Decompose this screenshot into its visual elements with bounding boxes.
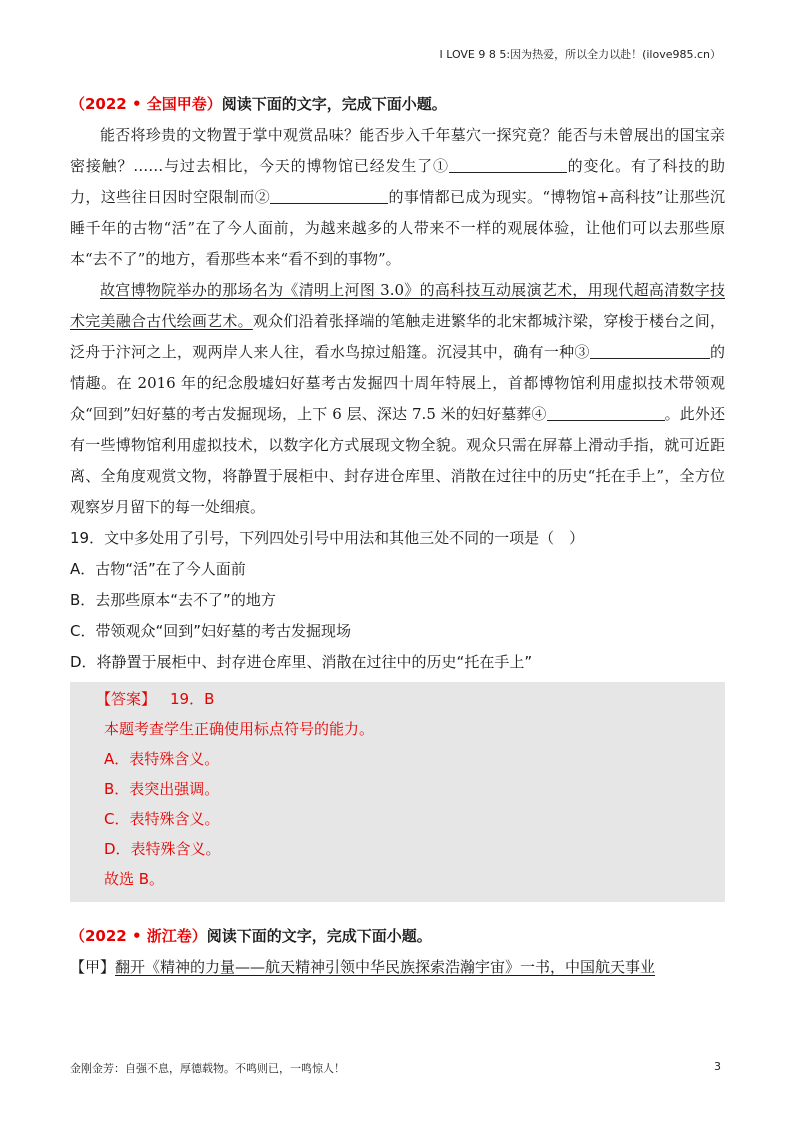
section-2-source: （2022 • 浙江卷）: [70, 927, 207, 945]
passage-paragraph-2: [70, 275, 725, 523]
section-2-title: [70, 924, 725, 948]
answer-line: D．表特殊含义。: [104, 840, 221, 858]
section-1-instruction: 阅读下面的文字，完成下面小题。: [221, 95, 447, 113]
blank-2: [270, 187, 388, 204]
answer-box: [70, 682, 725, 902]
answer-line: 故选 B。: [104, 870, 165, 888]
page-header: I LOVE 9 8 5:因为热爱，所以全力以赴！(ilove985.cn）: [439, 48, 721, 61]
p1-text-b: 的变化。有了科技的助力，这些往日因时空限制而②: [70, 157, 725, 206]
passage-jia: [70, 952, 725, 983]
page-content: [70, 92, 725, 983]
answer-value: 19．B: [170, 690, 215, 708]
p1-text-a: 能否将珍贵的文物置于掌中观赏品味？能否步入千年墓穴一探究竟？能否与未曾展出的国宝亲密接触？……与过去相比，今天的博物馆已经发生了①: [70, 126, 725, 175]
answer-line: C．表特殊含义。: [104, 810, 220, 828]
answer-line: A．表特殊含义。: [104, 750, 220, 768]
blank-4: [547, 404, 665, 421]
option-b: B．去那些原本“去不了”的地方: [70, 591, 276, 609]
page-number: 3: [714, 1060, 721, 1073]
p2-text-a: 观众们沿着张择端的笔触走进繁华的北宋都城汴梁，穿梭于楼台之间，泛舟于汴河之上，观两岸人来人往，看水鸟掠过船篷。沉浸其中，确有一种③: [70, 312, 725, 361]
option-a: A．古物“活”在了今人面前: [70, 560, 246, 578]
answer-header: [96, 684, 695, 714]
jia-label: 【甲】: [70, 958, 116, 976]
section-1-title: [70, 92, 725, 116]
blank-1: [449, 156, 567, 173]
blank-3: [590, 342, 710, 359]
answer-tag: 【答案】: [96, 690, 157, 708]
p2-underlined-sentence: 故宫博物院举办的那场名为《清明上河图 3.0》的高科技互动展演艺术，用现代超高清数字技术完美融合古代绘画艺术。: [70, 281, 725, 330]
section-2-instruction: 阅读下面的文字，完成下面小题。: [206, 927, 432, 945]
section-1-source: （2022 • 全国甲卷）: [70, 95, 222, 113]
p2-text-c: 。此外还有一些博物馆利用虚拟技术，以数字化方式展现文物全貌。观众只需在屏幕上滑动手指，就可近距离、全角度观赏文物，将静置于展柜中、封存进仓库里、消散在过往中的历史“托在手上”，全方位观察岁月留下的每一处细痕。: [70, 405, 725, 516]
answer-line: B．表突出强调。: [104, 780, 220, 798]
question-stem: 19．文中多处用了引号，下列四处引号中用法和其他三处不同的一项是（ ）: [70, 529, 585, 547]
p2-text-b: 的情趣。在 2016 年的纪念殷墟妇好墓考古发掘四十周年特展上，首都博物馆利用虚拟技术带领观众“回到”妇好墓的考古发掘现场，上下 6 层、深达 7.5 米的妇好墓葬④: [70, 343, 725, 423]
option-c: C．带领观众“回到”妇好墓的考古发掘现场: [70, 622, 352, 640]
option-d: D．将静置于展柜中、封存进仓库里、消散在过往中的历史“托在手上”: [70, 653, 533, 671]
page-footer-motto: 金刚金芳：自强不息，厚德载物。不鸣则已，一鸣惊人！: [70, 1062, 345, 1075]
jia-text: 翻开《精神的力量——航天精神引领中华民族探索浩瀚宇宙》一书，中国航天事业: [115, 958, 656, 976]
p1-text-c: 的事情都已成为现实。“博物馆+高科技”让那些沉睡千年的古物“活”在了今人面前，为越来越多的人带来不一样的观展体验，让他们可以去那些原本“去不了”的地方，看那些本来“看不到的事物”。: [70, 188, 725, 268]
passage-paragraph-1: [70, 120, 725, 275]
answer-line: 本题考查学生正确使用标点符号的能力。: [104, 720, 375, 738]
